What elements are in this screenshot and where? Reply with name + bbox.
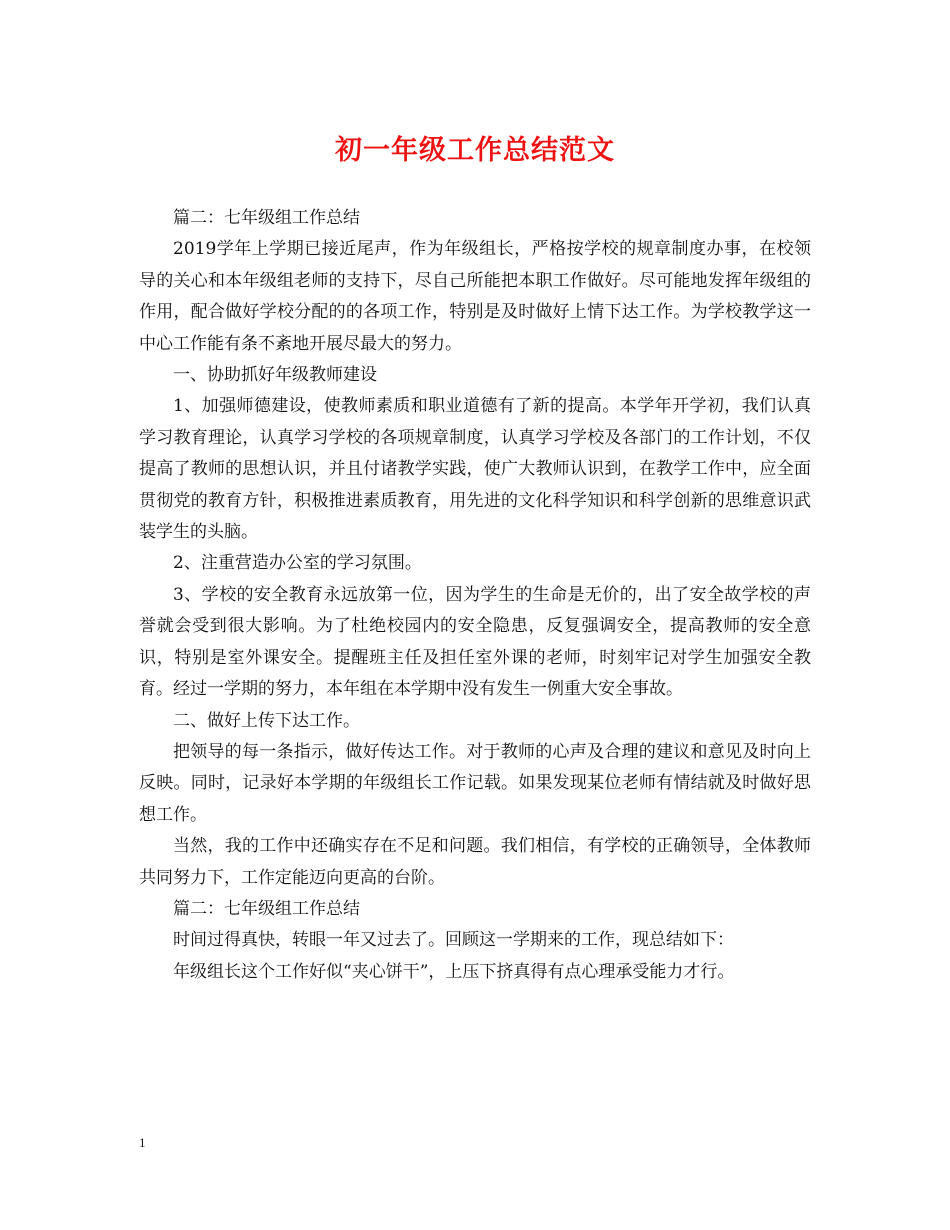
body-paragraph: 2、注重营造办公室的学习氛围。 [173, 553, 422, 574]
section-heading: 篇二：七年级组工作总结 [173, 898, 360, 919]
body-paragraph: 时间过得真快，转眼一年又过去了。回顾这一学期来的工作，现总结如下： [173, 930, 734, 951]
body-paragraph: 1、加强师德建设，使教师素质和职业道德有了新的提高。本学年开学初，我们认真学习教育理论，认真学习学校的各项规章制度，认真学习学校及各部门的工作计划，不仅提高了教师的思想认识，并且付诸教学实践，使广大教师认识到，在教学工作中，应全面贯彻党的教育方针，积极推进素质教育，用先进的文化科学知识和科学创新的思维意识武装学生的头脑。 [139, 396, 811, 543]
body-paragraph: 年级组长这个工作好似“夹心饼干”，上压下挤真得有点心理承受能力才行。 [173, 961, 735, 982]
section-heading: 一、协助抓好年级教师建设 [173, 365, 377, 386]
body-paragraph: 3、学校的安全教育永远放第一位，因为学生的生命是无价的，出了安全故学校的声誉就会受到很大影响。为了杜绝校园内的安全隐患，反复强调安全，提高教师的安全意识，特别是室外课安全。提醒班主任及担任室外课的老师，时刻牢记对学生加强安全教育。经过一学期的努力，本年组在本学期中没有发生一例重大安全事故。 [139, 584, 811, 700]
body-paragraph: 把领导的每一条指示，做好传达工作。对于教师的心声及合理的建议和意见及时向上反映。同时，记录好本学期的年级组长工作记载。如果发现某位老师有情结就及时做好思想工作。 [139, 741, 811, 825]
body-paragraph: 当然，我的工作中还确实存在不足和问题。我们相信，有学校的正确领导，全体教师共同努力下，工作定能迈向更高的台阶。 [139, 836, 811, 888]
section-heading: 篇二：七年级组工作总结 [173, 208, 360, 228]
body-paragraph: 2019学年上学期已接近尾声，作为年级组长，严格按学校的规章制度办事，在校领导的关心和本年级组老师的支持下，尽自己所能把本职工作做好。尽可能地发挥年级组的作用，配合做好学校分配的的各项工作，特别是及时做好上情下达工作。为学校教学这一中心工作能有条不紊地开展尽最大的努力。 [139, 239, 811, 354]
document-title: 初一年级工作总结范文 [335, 135, 615, 166]
section-heading: 二、做好上传下达工作。 [173, 710, 360, 731]
page-number: 1 [139, 1135, 146, 1150]
document-body [139, 203, 811, 988]
